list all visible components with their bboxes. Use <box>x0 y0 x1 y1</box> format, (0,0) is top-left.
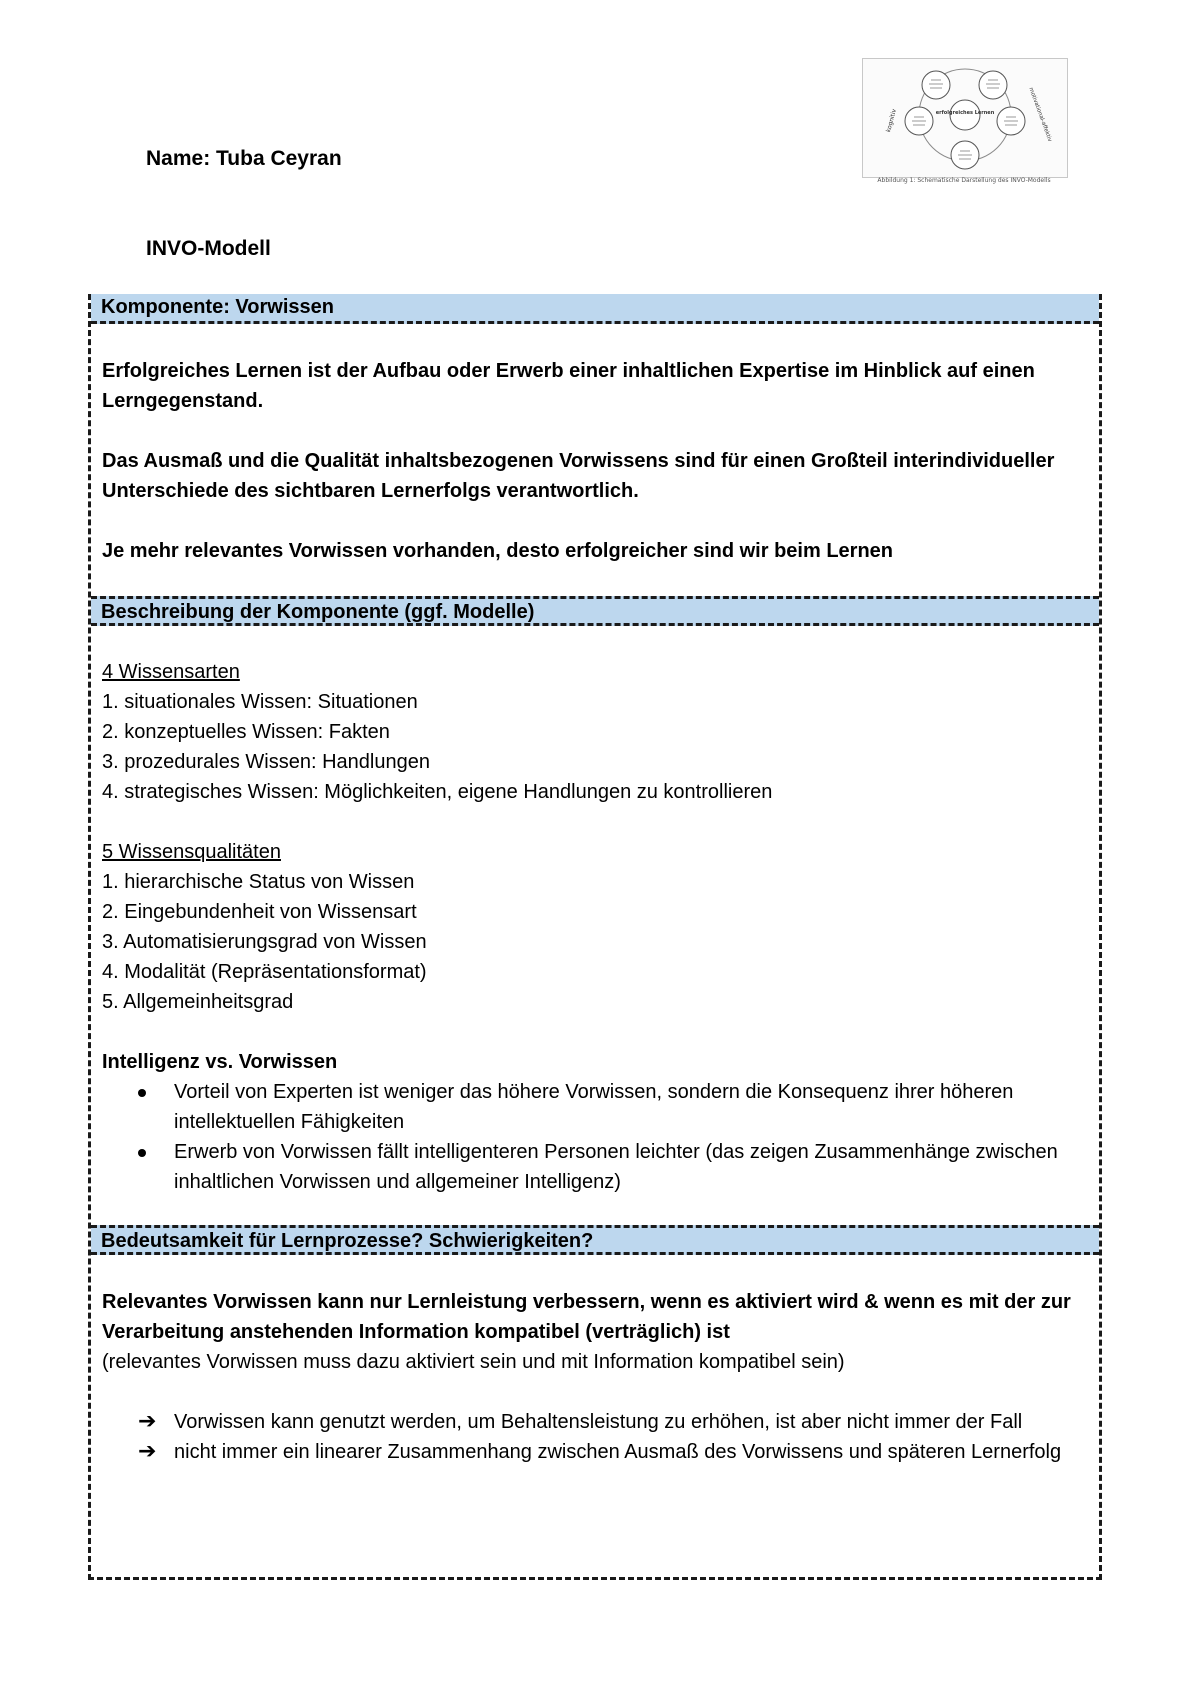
bullet-dot-icon <box>138 1089 146 1097</box>
node-top-right <box>979 71 1007 99</box>
vorwissen-paragraph-2: Das Ausmaß und die Qualität inhaltsbezogenen Vorwissens sind für einen Großteil interindividueller Unterschiede des sichtbaren Lernerfolgs verantwortlich. <box>102 450 1055 502</box>
qualitaet-item: 5. Allgemeinheitsgrad <box>102 991 294 1013</box>
bedeutsamkeit-note: (relevantes Vorwissen muss dazu aktiviert sein und mit Information kompatibel sein) <box>102 1351 845 1373</box>
bullet-item <box>102 1077 1092 1137</box>
arrow-bullet-list <box>102 1407 1092 1467</box>
vorwissen-paragraph-1: Erfolgreiches Lernen ist der Aufbau oder Erwerb einer inhaltlichen Expertise im Hinblick auf einen Lerngegenstand. <box>102 360 1035 412</box>
bedeutsamkeit-paragraph: Relevantes Vorwissen kann nur Lernleistung verbessern, wenn es aktiviert wird & wenn es mit der zur Verarbeitung anstehenden Information kompatibel (verträglich) ist <box>102 1291 1071 1343</box>
vorwissen-paragraph-3: Je mehr relevantes Vorwissen vorhanden, desto erfolgreicher sind wir beim Lernen <box>102 540 893 562</box>
invo-model-diagram <box>863 59 1067 177</box>
qualitaet-item: 3. Automatisierungsgrad von Wissen <box>102 931 427 953</box>
arrow-right-icon: ➔ <box>138 1439 157 1464</box>
figure-caption: Abbildung 1: Schematische Darstellung des INVO-Modells <box>877 177 1051 184</box>
intelligenz-bullet-list <box>102 1077 1092 1197</box>
section-header-vorwissen: Komponente: Vorwissen <box>91 294 1099 324</box>
wissensart-item: 3. prozedurales Wissen: Handlungen <box>102 751 430 773</box>
wissensarten-heading: 4 Wissensarten <box>102 661 240 683</box>
student-name: Name: Tuba Ceyran <box>146 147 342 170</box>
arrow-bullet-text: Vorwissen kann genutzt werden, um Behaltensleistung zu erhöhen, ist aber nicht immer der Fall <box>174 1411 1023 1433</box>
invo-model-figure <box>862 58 1068 178</box>
arrow-right-icon: ➔ <box>138 1409 157 1434</box>
center-node-label: erfolgreiches Lernen <box>935 110 995 116</box>
qualitaeten-heading: 5 Wissensqualitäten <box>102 841 281 863</box>
bullet-text: Vorteil von Experten ist weniger das höhere Vorwissen, sondern die Konsequenz ihrer höheren intellektuellen Fähigkeiten <box>174 1081 1014 1133</box>
section-body-bedeutsamkeit <box>102 1287 1092 1467</box>
arrow-bullet-item <box>102 1407 1092 1437</box>
model-title: INVO-Modell <box>146 237 271 260</box>
node-top-left <box>922 71 950 99</box>
intelligenz-heading: Intelligenz vs. Vorwissen <box>102 1051 338 1073</box>
section-body-vorwissen <box>102 356 1092 566</box>
qualitaet-item: 4. Modalität (Repräsentationsformat) <box>102 961 427 983</box>
bullet-text: Erwerb von Vorwissen fällt intelligenteren Personen leichter (das zeigen Zusammenhänge zwischen inhaltlichen Vorwissen und allgemeiner Intelligenz) <box>174 1141 1058 1193</box>
bullet-dot-icon <box>138 1149 146 1157</box>
wissensart-item: 4. strategisches Wissen: Möglichkeiten, eigene Handlungen zu kontrollieren <box>102 781 773 803</box>
section-body-beschreibung <box>102 657 1092 1197</box>
side-label-left: kognitiv <box>885 108 899 134</box>
bullet-item <box>102 1137 1092 1197</box>
wissensart-item: 1. situationales Wissen: Situationen <box>102 691 418 713</box>
section-header-bedeutsamkeit: Bedeutsamkeit für Lernprozesse? Schwierigkeiten? <box>91 1225 1099 1255</box>
section-header-beschreibung: Beschreibung der Komponente (ggf. Modelle) <box>91 596 1099 626</box>
side-label-right: motivational-affektiv <box>1027 86 1053 143</box>
qualitaet-item: 1. hierarchische Status von Wissen <box>102 871 415 893</box>
qualitaet-item: 2. Eingebundenheit von Wissensart <box>102 901 417 923</box>
wissensart-item: 2. konzeptuelles Wissen: Fakten <box>102 721 390 743</box>
arrow-bullet-item <box>102 1437 1092 1467</box>
arrow-bullet-text: nicht immer ein linearer Zusammenhang zwischen Ausmaß des Vorwissens und späteren Lernerfolg <box>174 1441 1062 1463</box>
